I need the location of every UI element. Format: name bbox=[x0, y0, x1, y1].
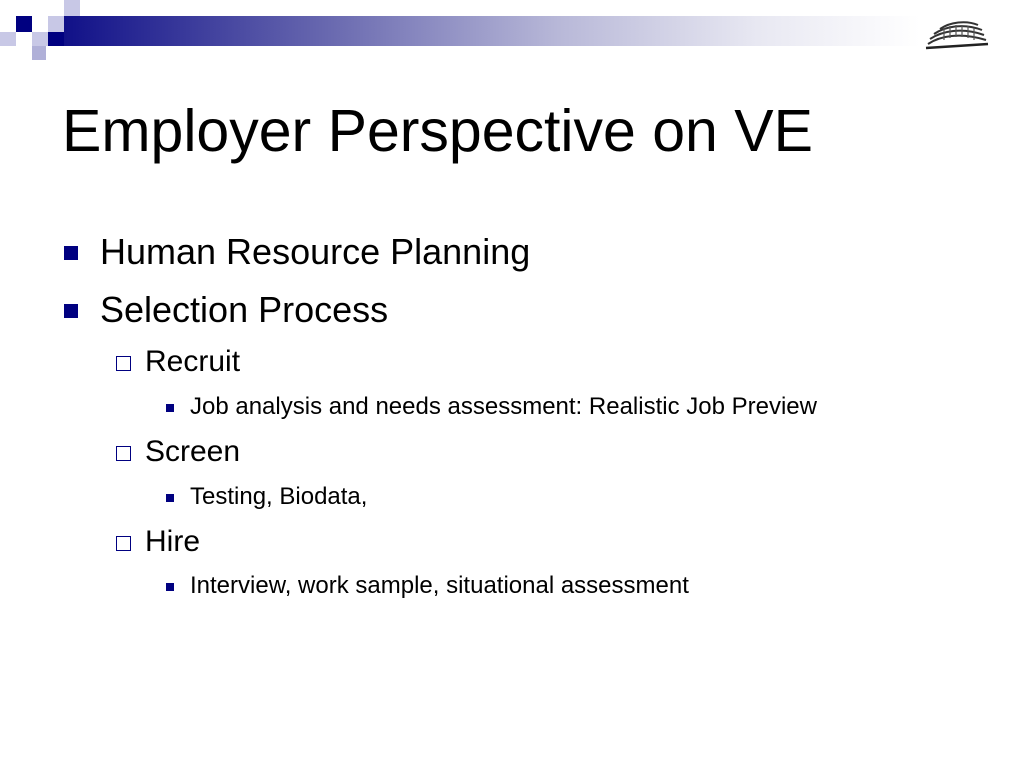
decorative-square bbox=[48, 32, 64, 46]
sub-bullet-text: Recruit bbox=[145, 345, 241, 378]
sub-sub-bullet-text: Job analysis and needs assessment: Realistic Job Preview bbox=[190, 393, 817, 420]
small-filled-square-icon bbox=[166, 583, 174, 591]
slide-title: Employer Perspective on VE bbox=[62, 98, 813, 164]
sub-bullet-item bbox=[145, 435, 240, 469]
sub-bullet-item bbox=[145, 345, 240, 379]
bullet-text: Selection Process bbox=[100, 289, 389, 330]
decorative-square bbox=[48, 16, 64, 32]
hollow-square-icon bbox=[116, 356, 131, 371]
bullet-item bbox=[100, 232, 530, 272]
decorative-square bbox=[64, 0, 80, 16]
header-gradient-bar bbox=[16, 16, 920, 46]
sub-sub-bullet-item bbox=[190, 483, 367, 511]
sub-bullet-item bbox=[145, 525, 200, 559]
decorative-square bbox=[32, 46, 46, 60]
small-filled-square-icon bbox=[166, 404, 174, 412]
filled-square-icon bbox=[64, 246, 78, 260]
decorative-square bbox=[32, 16, 48, 32]
decorative-square bbox=[0, 32, 16, 46]
sub-sub-bullet-item bbox=[190, 393, 817, 421]
sub-sub-bullet-text: Interview, work sample, situational assessment bbox=[190, 572, 689, 599]
bullet-text: Human Resource Planning bbox=[100, 231, 531, 272]
hollow-square-icon bbox=[116, 446, 131, 461]
small-filled-square-icon bbox=[166, 494, 174, 502]
bullet-item bbox=[100, 290, 388, 330]
sub-bullet-text: Screen bbox=[145, 435, 241, 468]
building-logo-icon bbox=[920, 10, 992, 54]
decorative-square bbox=[16, 32, 32, 46]
hollow-square-icon bbox=[116, 536, 131, 551]
filled-square-icon bbox=[64, 304, 78, 318]
sub-bullet-text: Hire bbox=[145, 525, 201, 558]
decorative-square bbox=[32, 32, 48, 46]
sub-sub-bullet-item bbox=[190, 572, 689, 600]
sub-sub-bullet-text: Testing, Biodata, bbox=[190, 483, 368, 510]
decorative-square bbox=[16, 16, 32, 32]
